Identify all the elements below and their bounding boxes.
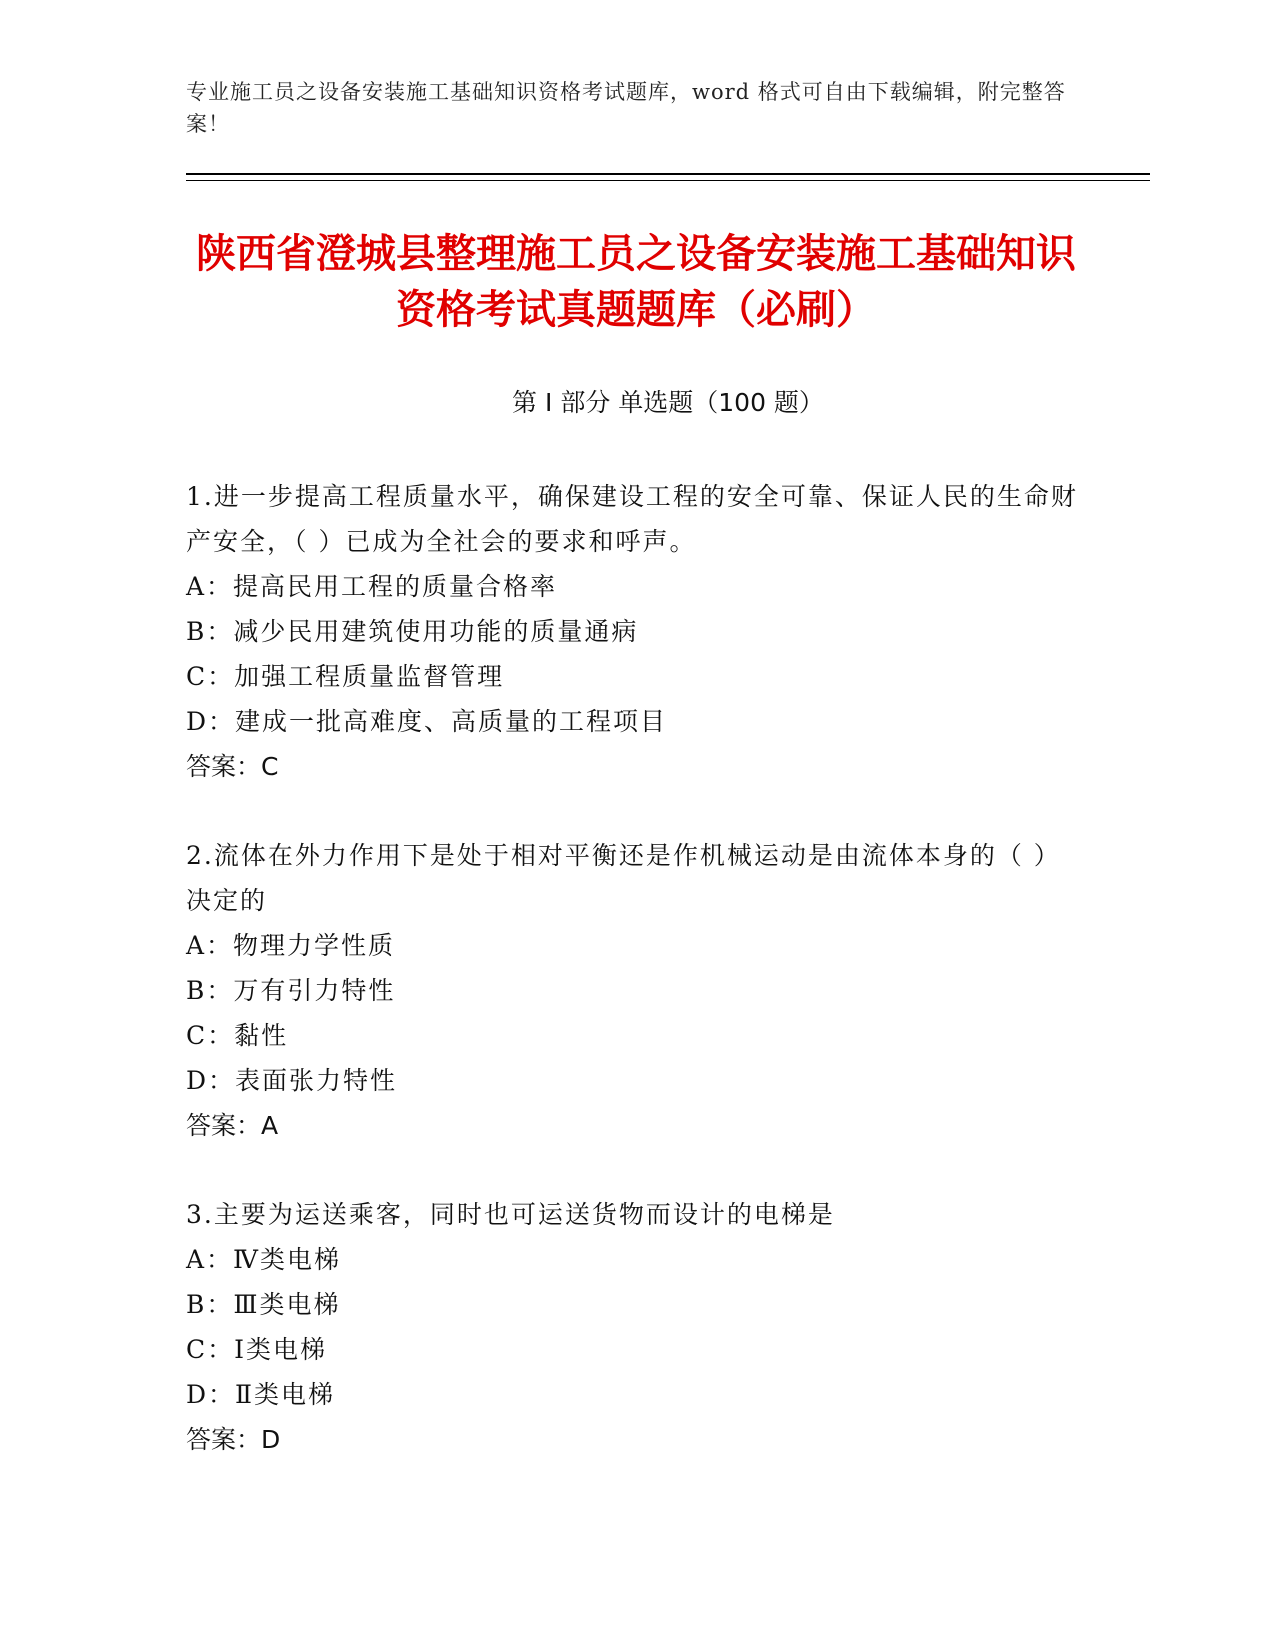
option-b: B：减少民用建筑使用功能的质量通病	[186, 617, 639, 646]
header-divider-thin	[186, 180, 1150, 181]
question-stem: 1.进一步提高工程质量水平，确保建设工程的安全可靠、保证人民的生命财产安全，（ ）已成为全社会的要求和呼声。	[186, 482, 1078, 556]
option-a: A：Ⅳ类电梯	[186, 1245, 342, 1274]
question-3	[186, 1192, 1086, 1462]
option-c: C：Ⅰ类电梯	[186, 1335, 328, 1364]
question-stem: 3.主要为运送乘客，同时也可运送货物而设计的电梯是	[186, 1200, 835, 1229]
option-d: D：表面张力特性	[186, 1066, 398, 1095]
question-1	[186, 474, 1086, 789]
document-title: 陕西省澄城县整理施工员之设备安装施工基础知识资格考试真题题库（必刷）	[196, 231, 1076, 333]
option-d: D：建成一批高难度、高质量的工程项目	[186, 707, 668, 736]
option-c: C：加强工程质量监督管理	[186, 662, 505, 691]
question-list	[186, 474, 1086, 1506]
answer: 答案：C	[186, 752, 279, 781]
header-divider-thick	[186, 173, 1150, 175]
option-b: B：万有引力特性	[186, 976, 396, 1005]
header-note: 专业施工员之设备安装施工基础知识资格考试题库，word 格式可自由下载编辑，附完整答案！	[186, 80, 1066, 136]
option-d: D：Ⅱ类电梯	[186, 1380, 336, 1409]
question-2	[186, 833, 1086, 1148]
answer: 答案：A	[186, 1111, 279, 1140]
option-a: A：提高民用工程的质量合格率	[186, 572, 558, 601]
section-title: 第 I 部分 单选题（100 题）	[512, 388, 824, 417]
answer: 答案：D	[186, 1425, 281, 1454]
option-b: B：Ⅲ类电梯	[186, 1290, 341, 1319]
question-stem: 2.流体在外力作用下是处于相对平衡还是作机械运动是由流体本身的（ ）决定的	[186, 841, 1061, 915]
option-c: C：黏性	[186, 1021, 289, 1050]
option-a: A：物理力学性质	[186, 931, 396, 960]
